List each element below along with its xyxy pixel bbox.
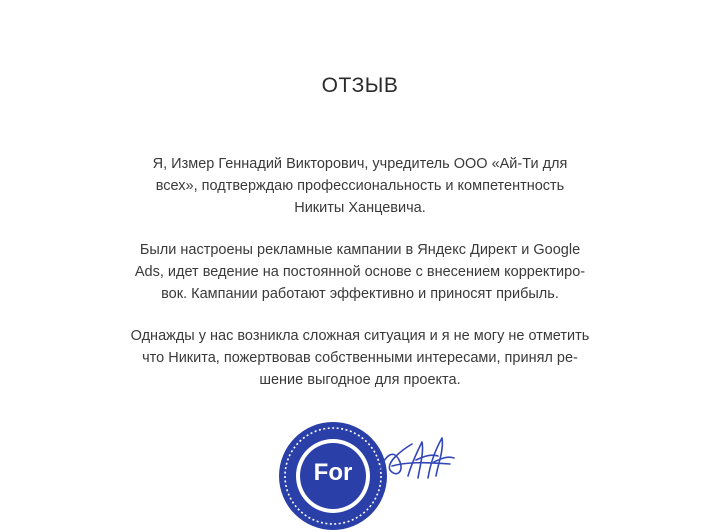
paragraph-founder-statement: [90, 153, 630, 219]
seal-text: For: [313, 459, 353, 486]
paragraph-line: что Никита, пожертвовав собственными интересами, принял ре-: [142, 350, 578, 366]
signature-icon: [372, 432, 458, 484]
paragraph-line: Однажды у нас возникла сложная ситуация и я не могу не отметить: [130, 328, 590, 344]
paragraph-line: Я, Измер Геннадий Викторович, учредитель ООО «Ай-Ти для: [152, 156, 568, 172]
paragraph-line: вок. Кампании работают эффективно и приносят прибыль.: [161, 286, 559, 302]
paragraph-line: шение выгодное для проекта.: [259, 372, 461, 388]
paragraph-line: Никиты Ханцевича.: [294, 200, 426, 216]
paragraph-line: всех», подтверждаю профессиональность и компетентность: [155, 178, 565, 194]
document-title: ОТЗЫВ: [321, 74, 399, 97]
paragraph-campaigns: [90, 239, 630, 305]
paragraph-situation: [90, 325, 630, 391]
paragraph-line: Ads, идет ведение на постоянной основе с внесением корректиро-: [134, 264, 586, 280]
paragraph-line: Были настроены рекламные кампании в Яндекс Директ и Google: [139, 242, 581, 258]
